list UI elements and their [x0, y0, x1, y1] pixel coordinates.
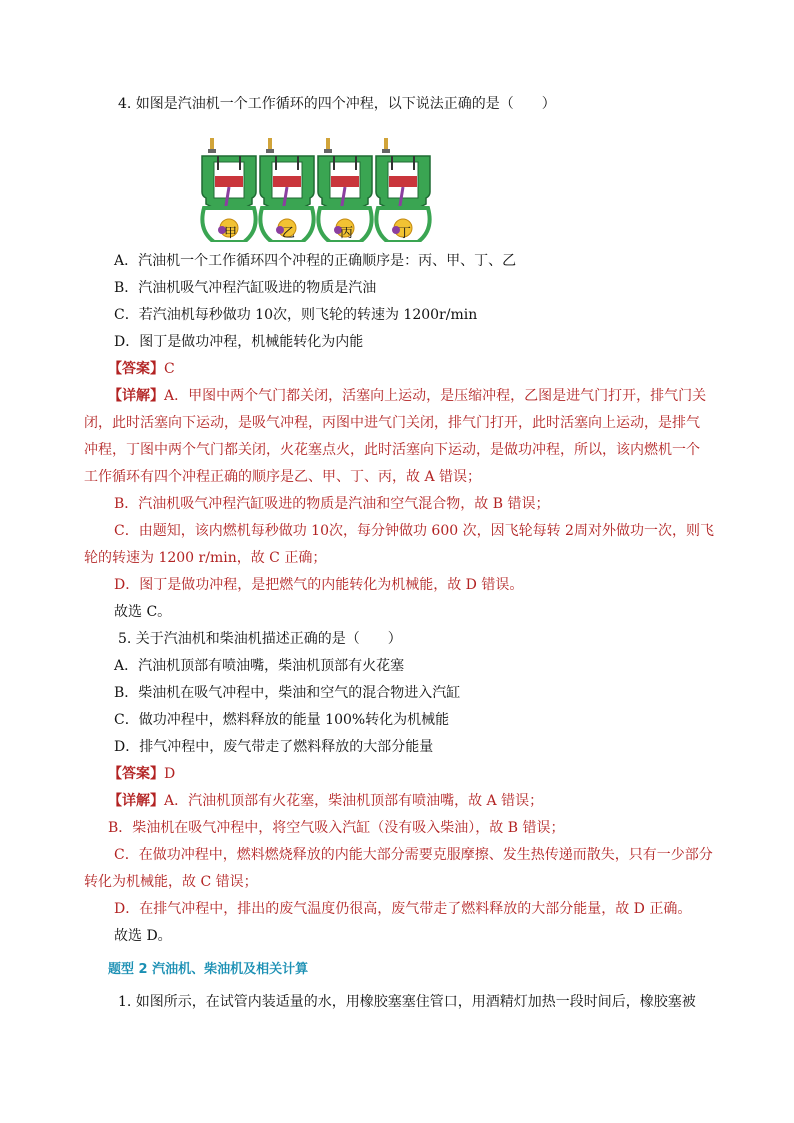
q4-explain-line-2: 闭，此时活塞向下运动，是吸气冲程，丙图中进气门关闭，排气门打开，此时活塞向上运动，是排气	[84, 415, 700, 431]
q5-answer-value: D	[164, 766, 176, 782]
q5-option-c: C．做功冲程中，燃料释放的能量 100%转化为机械能	[114, 712, 450, 728]
q4-explain-line-7: 轮的转速为 1200 r/min，故 C 正确；	[84, 550, 327, 566]
q5-option-d: D．排气冲程中，废气带走了燃料释放的大部分能量	[114, 739, 434, 755]
section-heading: 题型 2 汽油机、柴油机及相关计算	[108, 962, 309, 977]
q4-explain-line-4: 工作循环有四个冲程正确的顺序是乙、甲、丁、丙，故 A 错误；	[84, 469, 482, 485]
q4-answer	[108, 359, 175, 379]
q4-explain-line-1: 【详解】A．甲图中两个气门都关闭，活塞向上运动，是压缩冲程，乙图是进气门打开，排气门关	[108, 388, 707, 404]
q4-explain-line-3: 冲程，丁图中两个气门都关闭，火花塞点火，此时活塞向下运动，是做功冲程，所以，该内燃机一个	[84, 442, 700, 458]
q5-option-b: B．柴油机在吸气冲程中，柴油和空气的混合物进入汽缸	[114, 685, 461, 701]
q5-option-a: A．汽油机顶部有喷油嘴，柴油机顶部有火花塞	[114, 658, 405, 674]
answer-tag: 【答案】	[108, 766, 164, 782]
fig-label-jia: 甲	[224, 226, 238, 241]
q5-explain-line-5: D．在排气冲程中，排出的废气温度仍很高，废气带走了燃料释放的大部分能量，故 D 正确。	[114, 901, 692, 917]
fig-label-bing: 丙	[340, 226, 354, 241]
q4-option-d: D．图丁是做功冲程，机械能转化为内能	[114, 334, 364, 350]
q5-explain-line-2: B．柴油机在吸气冲程中，将空气吸入汽缸（没有吸入柴油），故 B 错误；	[108, 820, 565, 836]
answer-tag: 【答案】	[108, 361, 164, 377]
q4-explain-line-8: D．图丁是做功冲程，是把燃气的内能转化为机械能，故 D 错误。	[114, 577, 524, 593]
q4-stem: 4. 如图是汽油机一个工作循环的四个冲程，以下说法正确的是（ ）	[118, 96, 556, 112]
fig-label-ding: 丁	[398, 226, 412, 241]
q4-option-b: B．汽油机吸气冲程汽缸吸进的物质是汽油	[114, 280, 377, 296]
q4-choose: 故选 C。	[114, 604, 172, 620]
q4-answer-value: C	[164, 361, 175, 377]
q5-answer	[108, 764, 175, 784]
s2-q1-stem: 1. 如图所示，在试管内装适量的水，用橡胶塞塞住管口，用酒精灯加热一段时间后，橡胶塞被	[118, 994, 696, 1010]
q5-explain-line-1: 【详解】A．汽油机顶部有火花塞，柴油机顶部有喷油嘴，故 A 错误；	[108, 793, 544, 809]
q5-explain-line-4: 转化为机械能，故 C 错误；	[84, 874, 258, 890]
explain-tag: 【详解】	[108, 388, 164, 404]
q4-explain-line-6: C．由题知，该内燃机每秒做功 10次，每分钟做功 600 次，因飞轮每转 2周对外做功一次，则飞	[114, 523, 714, 539]
q4-option-c: C．若汽油机每秒做功 10次，则飞轮的转速为 1200r/min	[114, 307, 478, 323]
q5-choose: 故选 D。	[114, 928, 172, 944]
q5-stem: 5. 关于汽油机和柴油机描述正确的是（ ）	[118, 631, 402, 647]
fig-label-yi: 乙	[282, 226, 296, 241]
q4-option-a: A．汽油机一个工作循环四个冲程的正确顺序是：丙、甲、丁、乙	[114, 253, 517, 269]
q5-explain-line-3: C．在做功冲程中，燃料燃烧释放的内能大部分需要克服摩擦、发生热传递而散失，只有一少部分	[114, 847, 713, 863]
explain-tag: 【详解】	[108, 793, 164, 809]
q4-explain-line-5: B．汽油机吸气冲程汽缸吸进的物质是汽油和空气混合物，故 B 错误；	[114, 496, 550, 512]
